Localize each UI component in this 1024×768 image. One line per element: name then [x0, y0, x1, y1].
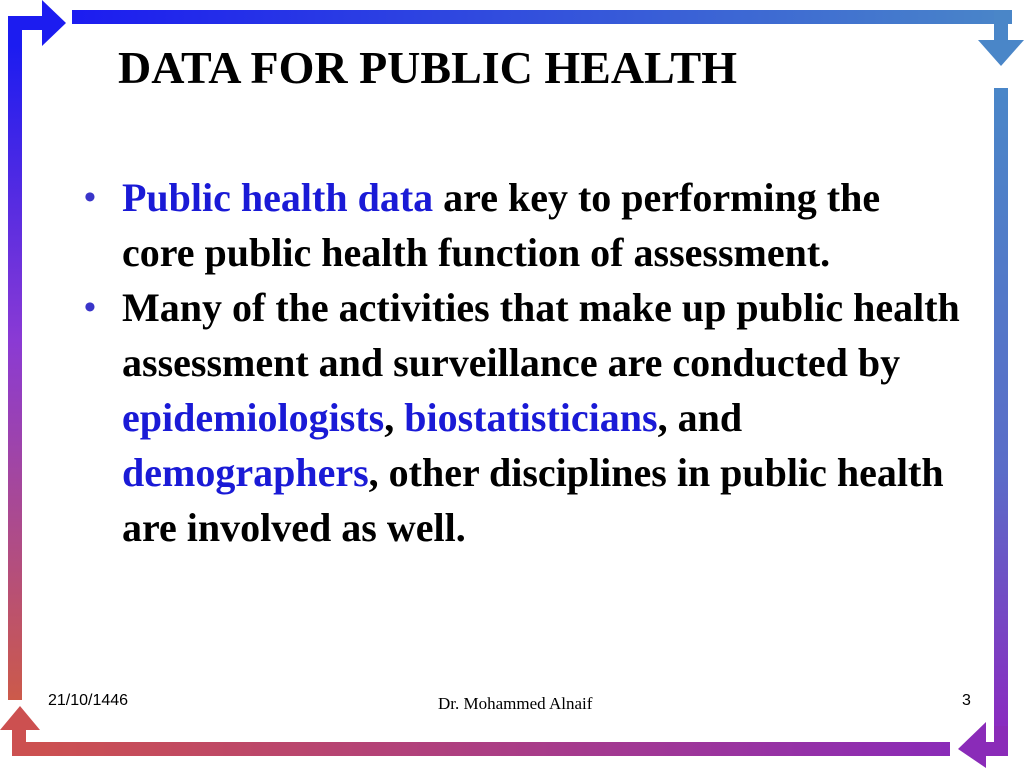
- bottom-left-arrow: [0, 706, 44, 756]
- footer-date: 21/10/1446: [48, 692, 129, 709]
- bullet-text: , other disciplines in public health are involved as well.: [122, 450, 944, 550]
- frame-right-bar: [994, 88, 1008, 728]
- top-left-arrow: [8, 0, 66, 46]
- highlight-epidemiologists: epidemiologists: [122, 395, 385, 440]
- slide-title: DATA FOR PUBLIC HEALTH: [118, 42, 737, 93]
- highlight-demographers: demographers: [122, 450, 369, 495]
- bullet-dot: •: [84, 289, 96, 326]
- highlight-biostatisticians: biostatisticians: [404, 395, 658, 440]
- highlight-public-health-data: Public health data: [122, 175, 434, 220]
- bullet-dot: •: [84, 179, 96, 216]
- page-number: 3: [962, 692, 971, 709]
- bullet-list: [84, 170, 962, 555]
- bullet-item: [84, 170, 962, 280]
- bullet-text: , and: [657, 395, 743, 440]
- bullet-text: ,: [384, 395, 405, 440]
- bottom-right-arrow: [958, 722, 1008, 768]
- bullet-text: are key to performing the core public health function of assessment.: [122, 175, 881, 275]
- frame-left-bar: [8, 46, 22, 700]
- bullet-text: Many of the activities that make up public health assessment and surveillance are conducted by: [122, 285, 960, 385]
- footer-author: Dr. Mohammed Alnaif: [438, 694, 593, 713]
- frame-bottom-bar: [40, 742, 950, 756]
- bullet-item: [84, 280, 962, 555]
- frame-top-bar: [72, 10, 1012, 24]
